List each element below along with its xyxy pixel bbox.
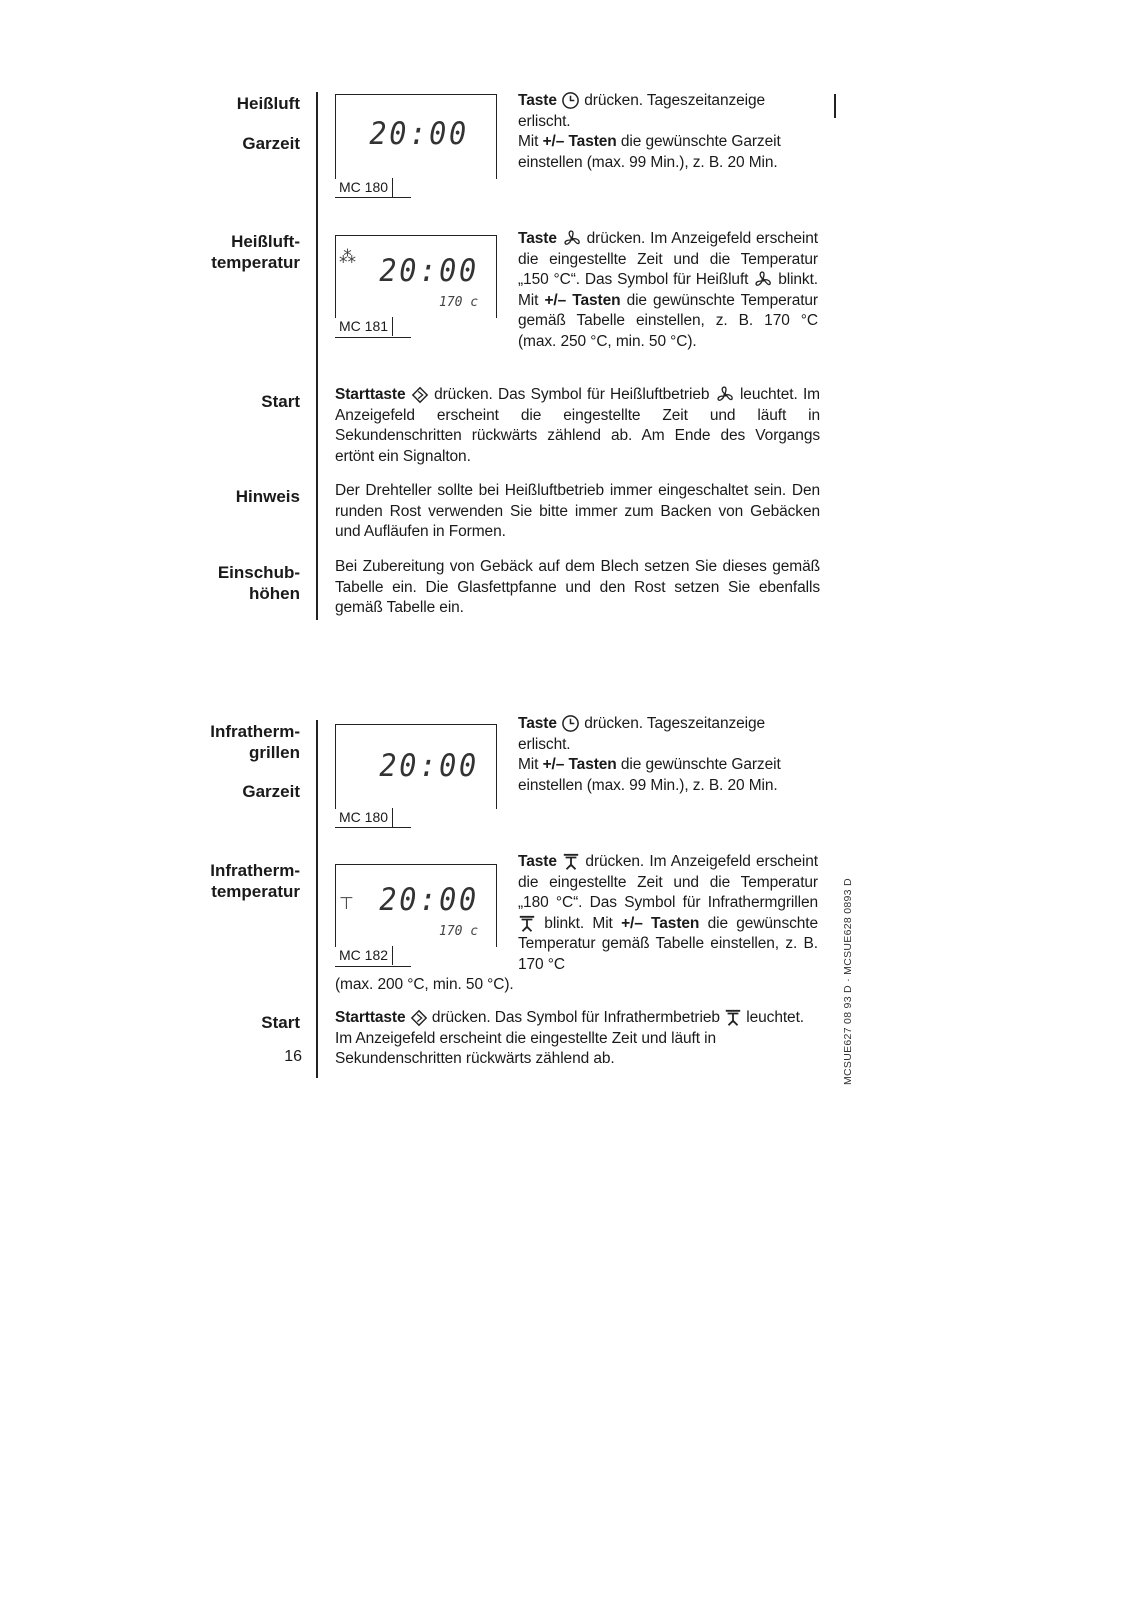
text-rest: die gewünschte Garzeit einstellen (max. 99 Min.), z. B. 20 Min. bbox=[518, 133, 781, 171]
display-model-label: MC 181 bbox=[335, 317, 393, 336]
text-rest: drücken. Tageszeitanzeige erlischt. bbox=[518, 715, 766, 753]
text-rest: drücken. Tageszeitanzeige erlischt. bbox=[518, 92, 766, 130]
display-temperature: 170 c bbox=[439, 295, 479, 310]
label-infratherm-grillen-line1: Infratherm- bbox=[210, 722, 300, 741]
label-heissluft-temperatur bbox=[211, 231, 300, 273]
label-infratherm-temperatur-line2: temperatur bbox=[211, 882, 300, 901]
side-document-code: MCSUE627 08 93 D · MCSUE628 0893 D bbox=[842, 878, 854, 1085]
label-garzeit-2: Garzeit bbox=[242, 782, 300, 801]
text-pre: Mit bbox=[518, 133, 543, 150]
label-einschubhoehen-line2: höhen bbox=[249, 584, 300, 603]
infratherm-icon bbox=[562, 852, 580, 872]
label-infratherm-grillen bbox=[210, 721, 300, 763]
display-temperature: 170 c bbox=[439, 924, 479, 939]
text-heissluft-temperatur bbox=[518, 229, 818, 352]
display-baseline bbox=[335, 966, 411, 967]
label-start-2: Start bbox=[261, 1013, 300, 1032]
right-rule-1 bbox=[834, 94, 836, 118]
text-bold: Taste bbox=[518, 853, 557, 871]
display-baseline bbox=[335, 337, 411, 338]
fan-icon: ⁂ bbox=[339, 247, 356, 266]
infratherm-icon bbox=[724, 1008, 742, 1028]
display-model-label: MC 180 bbox=[335, 808, 393, 827]
text-heissluft-garzeit bbox=[518, 91, 818, 173]
clock-icon bbox=[561, 91, 580, 110]
text-rest: drücken. Im Anzeigefeld erscheint die eingestellte Zeit und die Temperatur „180 °C“. Das Symbol für Infrathermgrillen bbox=[518, 853, 818, 912]
text-rest: drücken. Das Symbol für Infrathermbetrieb bbox=[427, 1009, 720, 1027]
display-model-label: MC 182 bbox=[335, 946, 393, 965]
text-pre: Mit bbox=[518, 756, 543, 773]
text-bold: +/– Tasten bbox=[542, 133, 617, 150]
display-baseline bbox=[335, 827, 411, 828]
label-einschubhoehen bbox=[218, 562, 300, 604]
text-bold: +/– Tasten bbox=[542, 756, 617, 773]
margin-rule-bottom bbox=[316, 720, 318, 1078]
label-infratherm-temperatur bbox=[210, 860, 300, 902]
text-rest: die gewünschte Garzeit einstellen (max. 99 Min.), z. B. 20 Min. bbox=[518, 756, 781, 794]
text-infratherm-temperatur bbox=[518, 852, 818, 975]
display-mc181 bbox=[335, 235, 497, 343]
start-diamond-icon bbox=[410, 1009, 428, 1027]
fan-icon bbox=[753, 270, 773, 290]
label-garzeit-1: Garzeit bbox=[242, 134, 300, 153]
text-start-infratherm bbox=[335, 1008, 820, 1070]
fan-icon bbox=[715, 385, 735, 405]
label-hinweis: Hinweis bbox=[235, 487, 300, 506]
text-bold: Starttaste bbox=[335, 1009, 406, 1027]
page-number: 16 bbox=[284, 1048, 302, 1065]
display-model-label: MC 180 bbox=[335, 178, 393, 197]
fan-icon bbox=[562, 229, 582, 249]
margin-rule-top bbox=[316, 92, 318, 620]
label-heissluft: Heißluft bbox=[236, 94, 300, 113]
display-baseline bbox=[335, 197, 411, 198]
label-start-1: Start bbox=[261, 392, 300, 411]
label-infratherm-grillen-line2: grillen bbox=[248, 743, 300, 762]
text-bold: Taste bbox=[518, 92, 557, 109]
text-rest: die gewünschte Temperatur gemäß Tabelle einstellen, z. B. 170 °C bbox=[518, 914, 818, 973]
display-time: 20:00 bbox=[379, 882, 479, 918]
display-time: 20:00 bbox=[379, 748, 479, 784]
text-rest: blinkt. Mit bbox=[536, 914, 622, 932]
label-heissluft-temperatur-line1: Heißluft- bbox=[231, 232, 300, 251]
start-diamond-icon bbox=[411, 386, 429, 404]
text-infratherm-garzeit bbox=[518, 714, 818, 796]
text-rest: blinkt. Mit bbox=[518, 271, 818, 309]
display-time: 20:00 bbox=[379, 253, 479, 289]
display-mc180-1 bbox=[335, 94, 497, 200]
text-rest: drücken. Das Symbol für Heißluftbetrieb bbox=[428, 386, 710, 404]
text-einschubhoehen: Bei Zubereitung von Gebäck auf dem Blech setzen Sie dieses gemäß Tabelle ein. Die Glasfettpfanne und den Rost setzen Sie ebenfalls gemäß Tabelle ein. bbox=[335, 558, 820, 616]
text-hinweis: Der Drehteller sollte bei Heißluftbetrieb immer eingeschaltet sein. Den runden Rost verwenden Sie bitte immer zum Backen von Gebäcken und Aufläufen in Formen. bbox=[335, 482, 820, 540]
label-infratherm-temperatur-line1: Infratherm- bbox=[210, 861, 300, 880]
infratherm-icon: ⊤ bbox=[339, 894, 354, 913]
label-heissluft-temperatur-line2: temperatur bbox=[211, 253, 300, 272]
text-start-heissluft bbox=[335, 385, 820, 467]
text-bold: +/– Tasten bbox=[621, 914, 700, 932]
text-bold: Starttaste bbox=[335, 386, 406, 404]
text-rest: drücken. Im Anzeigefeld erscheint die eingestellte Zeit und die Temperatur „150 °C“. Das Symbol für Heißluft bbox=[518, 230, 818, 289]
display-time: 20:00 bbox=[369, 116, 469, 152]
text-bold: Taste bbox=[518, 230, 557, 248]
text-rest: leuchtet. Im Anzeigefeld erscheint die eingestellte Zeit und läuft in Sekundenschritten rückwärts zählend ab. bbox=[335, 1009, 804, 1068]
infratherm-icon bbox=[518, 914, 536, 934]
text-infratherm-temperatur-range: (max. 200 °C, min. 50 °C). bbox=[335, 976, 514, 993]
text-bold: +/– Tasten bbox=[544, 291, 621, 309]
text-rest: leuchtet. Im Anzeigefeld erscheint die eingestellte Zeit und läuft in Sekundenschritten rückwärts zählend ab. Am Ende des Vorgangs ertönt ein Signalton. bbox=[335, 386, 820, 465]
text-rest: die gewünschte Temperatur gemäß Tabelle einstellen, z. B. 170 °C (max. 250 °C, min. 50 °C). bbox=[518, 291, 818, 350]
display-mc182 bbox=[335, 864, 497, 972]
clock-icon bbox=[561, 714, 580, 733]
text-bold: Taste bbox=[518, 715, 557, 732]
label-einschubhoehen-line1: Einschub- bbox=[217, 563, 300, 582]
display-mc180-2 bbox=[335, 724, 497, 832]
